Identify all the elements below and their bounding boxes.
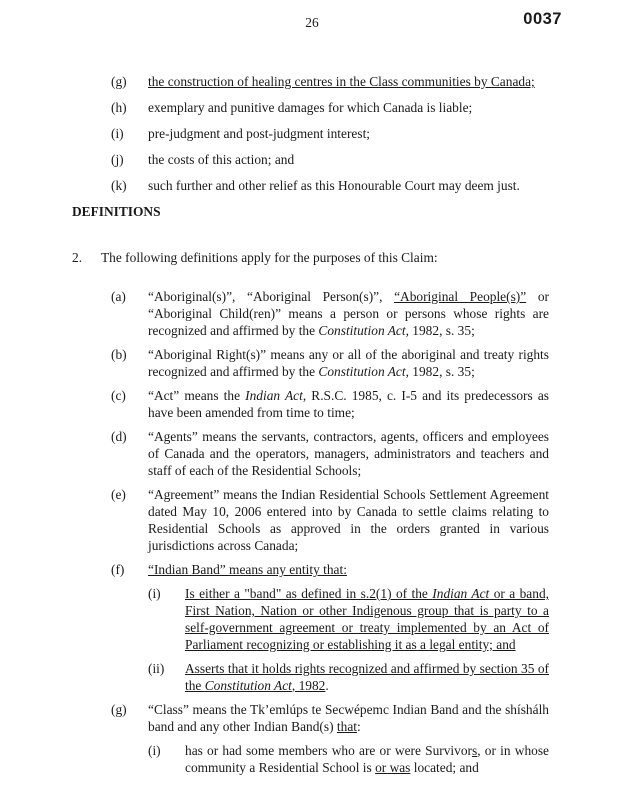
definition-item-f-ii xyxy=(0,660,624,694)
text-run: located; and xyxy=(410,760,479,775)
underlined-text: , 1982 xyxy=(291,678,326,693)
item-label: (h) xyxy=(111,100,127,115)
underlined-text: the construction of healing centres in the Class communities by Canada; xyxy=(148,74,535,89)
item-label: (g) xyxy=(111,74,127,89)
paragraph-2 xyxy=(0,249,624,266)
relief-items-list xyxy=(0,73,624,194)
item-label: (i) xyxy=(148,743,161,758)
item-text xyxy=(148,151,549,168)
definition-item-f xyxy=(0,561,624,578)
underlined-italic-text: Indian Act xyxy=(432,586,490,601)
bates-stamp: 0037 xyxy=(523,10,562,28)
text-run: , R.S.C. 1985, c. I-5 and its predecessors as have been amended from time to time; xyxy=(148,388,549,420)
text-run: The following definitions apply for the purposes of this Claim: xyxy=(101,250,438,265)
item-text xyxy=(148,99,549,116)
underlined-text: Is either a "band" as defined in s.2(1) of the xyxy=(185,586,433,601)
text-run: , 1982, s. 35; xyxy=(405,323,475,338)
item-text xyxy=(148,73,549,90)
text-run: “Aboriginal Right(s)” means any or all of the aboriginal and treaty rights recognized and affirmed by the xyxy=(148,347,549,379)
text-run: “Agreement” means the Indian Residential Schools Settlement Agreement dated May 10, 2006 entered into by Canada to settle claims relating to Residential Schools as approved in the orders granted in various jurisdictions across Canada; xyxy=(148,487,549,553)
underlined-text: Asserts that it holds rights recognized and affirmed by section 35 of the xyxy=(185,661,549,693)
definition-item-d xyxy=(0,428,624,479)
item-label: (d) xyxy=(111,429,127,444)
item-text xyxy=(148,288,549,339)
underlined-text: or a band, First Nation, Nation or other Indigenous group that is party to a self-government agreement or treaty implemented by an Act of Parliament recognizing or establishing it as a legal entity; and xyxy=(185,586,549,652)
item-label: (i) xyxy=(111,126,124,141)
text-run: such further and other relief as this Honourable Court may deem just. xyxy=(148,178,520,193)
text-run: pre-judgment and post-judgment interest; xyxy=(148,126,371,141)
definition-item-e xyxy=(0,486,624,554)
item-text xyxy=(148,177,549,194)
text-run: or “Aboriginal Child(ren)” means a person or persons whose rights are recognized and affirmed by the xyxy=(148,289,549,338)
underlined-text: “Indian Band” means any entity that: xyxy=(148,562,347,577)
text-run: , 1982, s. 35; xyxy=(405,364,475,379)
item-label: (ii) xyxy=(148,661,165,676)
relief-item-j xyxy=(0,151,624,168)
italic-text: Constitution Act xyxy=(318,323,406,338)
item-text xyxy=(148,561,549,578)
relief-item-h xyxy=(0,99,624,116)
definition-item-c xyxy=(0,387,624,421)
text-run: “Agents” means the servants, contractors, agents, officers and employees of Canada and the operators, managers, administrators and teachers and staff of each of the Residential Schools; xyxy=(148,429,549,478)
text-run: the costs of this action; and xyxy=(148,152,295,167)
item-label: (g) xyxy=(111,702,127,717)
item-text xyxy=(148,701,549,735)
definition-item-f-i xyxy=(0,585,624,653)
underlined-text: or was xyxy=(375,760,411,775)
definition-item-g-i xyxy=(0,742,624,776)
definition-item-g xyxy=(0,701,624,735)
relief-item-i xyxy=(0,125,624,142)
item-text xyxy=(148,125,549,142)
item-label: (c) xyxy=(111,388,126,403)
item-text xyxy=(148,486,549,554)
relief-item-k xyxy=(0,177,624,194)
underlined-text: “Aboriginal People(s)” xyxy=(394,289,527,304)
item-text xyxy=(185,585,549,653)
page-number: 26 xyxy=(305,15,319,30)
item-label: (f) xyxy=(111,562,125,577)
underlined-text: that xyxy=(336,719,357,734)
definition-item-a xyxy=(0,288,624,339)
definitions-list xyxy=(0,288,624,776)
text-run: , or in whose community a Residential School is xyxy=(185,743,549,775)
text-run: “Aboriginal(s)”, “Aboriginal Person(s)”, xyxy=(148,289,395,304)
paragraph-text xyxy=(101,249,549,266)
text-run: . xyxy=(325,678,329,693)
paragraph-number: 2. xyxy=(72,250,83,265)
item-text xyxy=(185,742,549,776)
item-text xyxy=(148,387,549,421)
underlined-italic-text: Constitution Act xyxy=(204,678,292,693)
text-run: : xyxy=(357,719,361,734)
text-run: exemplary and punitive damages for which Canada is liable; xyxy=(148,100,473,115)
item-label: (b) xyxy=(111,347,127,362)
item-text xyxy=(148,428,549,479)
text-run: “Act” means the xyxy=(148,388,246,403)
text-run: “Class” means the Tk’emlúps te Secwépemc Indian Band and the shíshálh band and any other Indian Band(s) xyxy=(148,702,549,734)
underlined-text: s xyxy=(472,743,478,758)
item-text xyxy=(185,660,549,694)
item-label: (k) xyxy=(111,178,127,193)
item-label: (e) xyxy=(111,487,126,502)
relief-item-g xyxy=(0,73,624,90)
item-text xyxy=(148,346,549,380)
italic-text: Constitution Act xyxy=(318,364,406,379)
definitions-heading: DEFINITIONS xyxy=(72,204,161,219)
text-run: has or had some members who are or were Survivor xyxy=(185,743,473,758)
item-label: (i) xyxy=(148,586,161,601)
item-label: (j) xyxy=(111,152,124,167)
definition-item-b xyxy=(0,346,624,380)
item-label: (a) xyxy=(111,289,126,304)
italic-text: Indian Act xyxy=(245,388,303,403)
